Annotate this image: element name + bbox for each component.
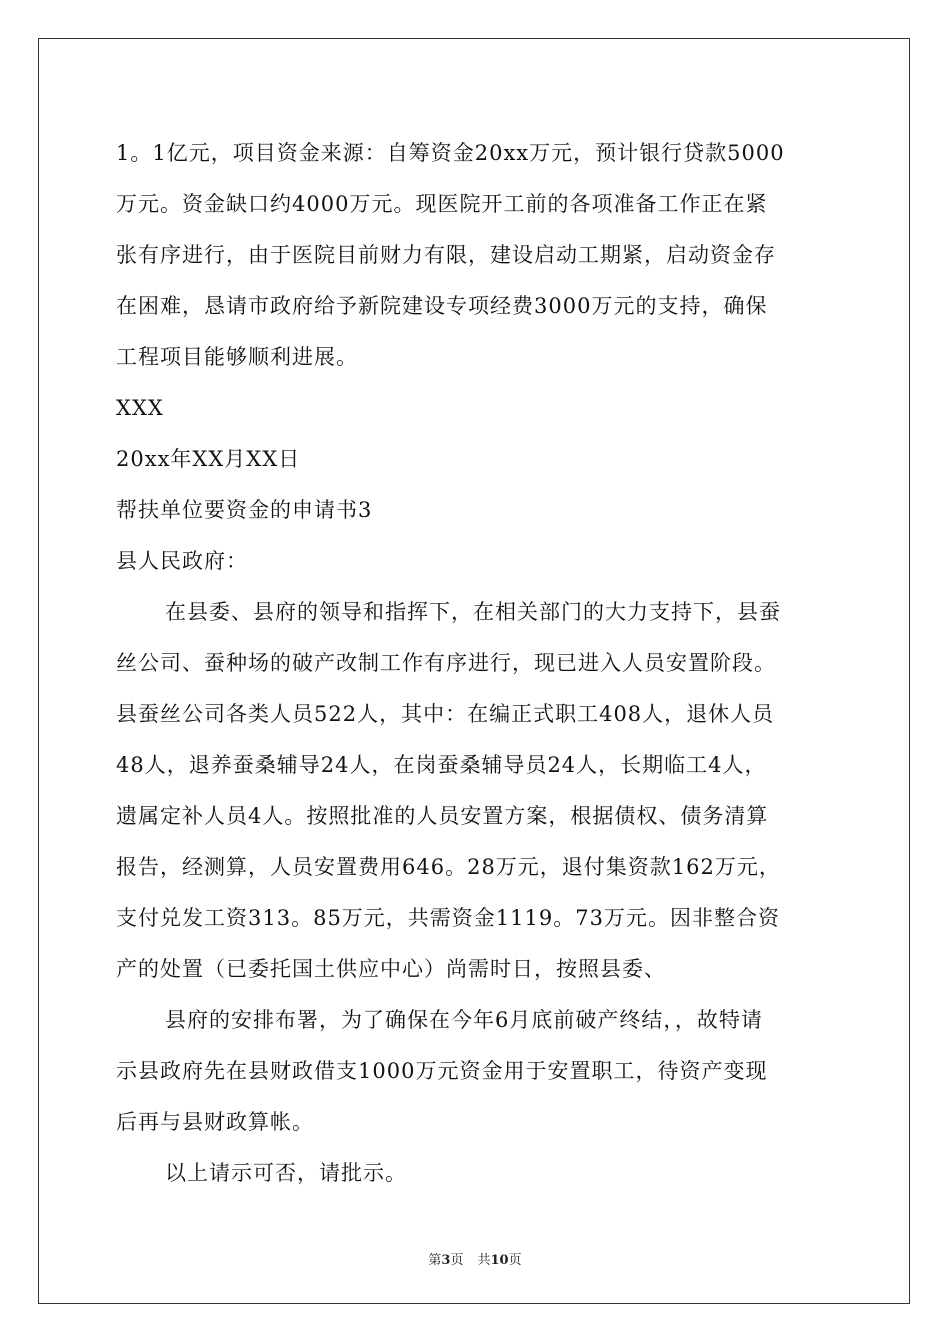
text-line: 报告，经测算，人员安置费用646。28万元，退付集资款162万元， — [116, 855, 781, 879]
signature-name: XXX — [116, 396, 164, 420]
text-line: 支付兑发工资313。85万元，共需资金1119。73万元。因非整合资 — [116, 906, 780, 930]
text-line: 工程项目能够顺利进展。 — [116, 345, 358, 369]
text-line: 在县委、县府的领导和指挥下，在相关部门的大力支持下，县蚕 — [165, 600, 781, 624]
text-line: 示县政府先在县财政借支1000万元资金用于安置职工，待资产变现 — [116, 1059, 768, 1083]
total-suffix: 页 — [508, 1253, 522, 1268]
page-current: 3 — [441, 1253, 451, 1268]
page-prefix: 第 — [428, 1253, 442, 1268]
text-line: 产的处置（已委托国土供应中心）尚需时日，按照县委、 — [116, 957, 666, 981]
text-line: 遗属定补人员4人。按照批准的人员安置方案，根据债权、债务清算 — [116, 804, 769, 828]
text-line: 万元。资金缺口约4000万元。现医院开工前的各项准备工作正在紧 — [116, 192, 768, 216]
section-title: 帮扶单位要资金的申请书3 — [116, 498, 373, 522]
page-footer — [0, 1249, 950, 1268]
text-line: 后再与县财政算帐。 — [116, 1110, 314, 1134]
text-line: 1。1亿元，项目资金来源：自筹资金20xx万元，预计银行贷款5000 — [116, 141, 785, 165]
text-line: 张有序进行，由于医院目前财力有限，建设启动工期紧，启动资金存 — [116, 243, 776, 267]
closing-line: 以上请示可否，请批示。 — [165, 1161, 407, 1185]
total-pages: 10 — [490, 1253, 509, 1268]
text-line: 县府的安排布署，为了确保在今年6月底前破产终结，，故特请 — [165, 1008, 763, 1032]
signature-date: 20xx年XX月XX日 — [116, 447, 301, 471]
total-prefix: 共 — [477, 1253, 491, 1268]
page-suffix: 页 — [450, 1253, 464, 1268]
salutation: 县人民政府： — [116, 549, 248, 573]
text-line: 在困难，恳请市政府给予新院建设专项经费3000万元的支持，确保 — [116, 294, 768, 318]
text-line: 县蚕丝公司各类人员522人，其中：在编正式职工408人，退休人员 — [116, 702, 775, 726]
document-body — [116, 128, 836, 1199]
text-line: 丝公司、蚕种场的破产改制工作有序进行，现已进入人员安置阶段。 — [116, 651, 776, 675]
text-line: 48人，退养蚕桑辅导24人，在岗蚕桑辅导员24人，长期临工4人， — [116, 753, 767, 777]
